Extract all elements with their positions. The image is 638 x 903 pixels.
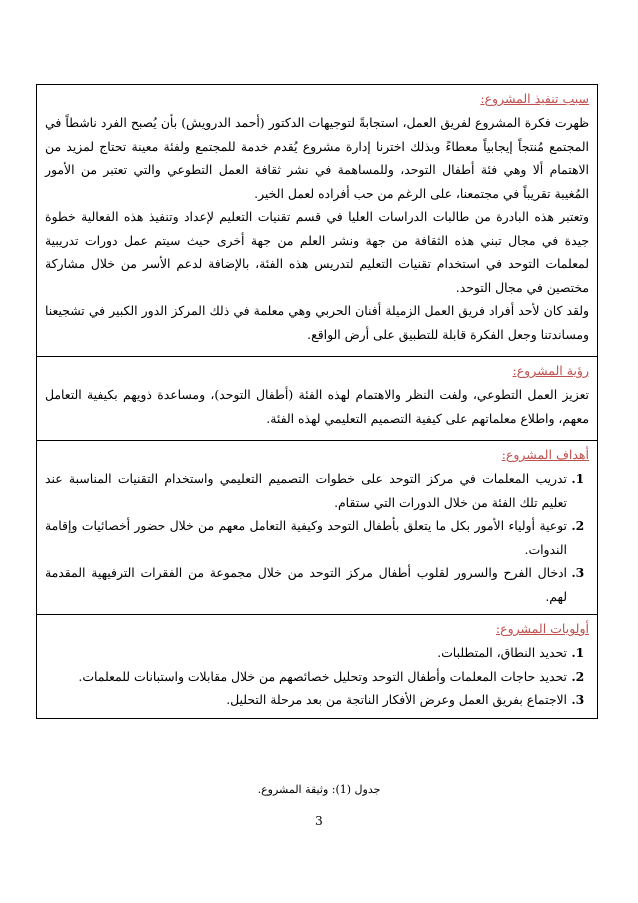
priority-item-3: 3. الاجتماع بفريق العمل وعرض الأفكار الناتجة من بعد مرحلة التحليل. [45,688,567,712]
project-document-table [36,84,598,719]
reason-row [37,85,598,357]
reason-cell [37,85,598,357]
reason-paragraph-1: ظهرت فكرة المشروع لفريق العمل، استجابةً لتوجيهات الدكتور (أحمد الدرويش) بأن يُصبح الفرد ناشطاً في المجتمع مُنتجاً إيجابياً معطاءً وبذلك اخترنا إدارة مشروع يُقدم خدمة للمجتمع ولفئة معينة تحتاج لمزيد من الاهتمام ألا وهي فئة أطفال التوحد، وللمساهمة في نشر ثقافة العمل التطوعي والتي تعتبر من الأمور المُغيبة تقريباً في مجتمعنا، على الرغم من حب أفراده لعمل الخير. [45,115,589,201]
priorities-heading: أولويات المشروع: [495,621,589,636]
reason-paragraph-3: ولقد كان لأحد أفراد فريق العمل الزميلة أفنان الحربي وهي معلمة في ذلك المركز الدور الكبير في تشجيعنا ومساندتنا وجعل الفكرة قابلة للتطبيق على أرض الواقع. [45,303,589,342]
priority-item-2: 2. تحديد حاجات المعلمات وأطفال التوحد وتحليل خصائصهم من خلال مقابلات واستبانات للمعلمات. [45,665,567,689]
goal-item-3: 3. ادخال الفرح والسرور لقلوب أطفال مركز التوحد من خلال مجموعة من الفقرات الترفيهية المقدمة لهم. [45,561,567,608]
goal-item-2: 2. توعية أولياء الأمور بكل ما يتعلق بأطفال التوحد وكيفية التعامل معهم من خلال حضور أخصائيات وإقامة الندوات. [45,514,567,561]
goals-cell [37,441,598,615]
goals-heading: أهداف المشروع: [501,447,589,462]
priorities-row [37,615,598,719]
reason-heading: سبب تنفيذ المشروع: [480,91,589,106]
reason-paragraph-2: وتعتبر هذه البادرة من طالبات الدراسات العليا في قسم تقنيات التعليم لإعداد وتنفيذ هذه الفعالية خطوة جيدة في مجال تبني هذه الثقافة من جهة ونشر العلم من جهة أخرى حيث سيتم عمل دورات تدريبية لمعلمات التوحد في استخدام تقنيات التعليم لتدريس هذه الفئة، بالإضافة لدعم الأسر من خلال مشاركة مختصين في مجال التوحد. [45,209,589,295]
priorities-cell [37,615,598,719]
goals-list [45,467,589,608]
vision-heading: رؤية المشروع: [512,363,589,378]
table-caption: جدول (1): وثيقة المشروع. [257,783,381,796]
goal-item-1: 1. تدريب المعلمات في مركز التوحد على خطوات التصميم التعليمي واستخدام التقنيات المناسبة عند تعليم تلك الفئة من خلال الدورات التي ستقام. [45,467,567,514]
vision-cell [37,357,598,441]
goals-row [37,441,598,615]
vision-paragraph: تعزيز العمل التطوعي، ولفت النظر والاهتمام لهذه الفئة (أطفال التوحد)، ومساعدة ذويهم بكيفية التعامل معهم، واطلاع معلماتهم على كيفية التصميم التعليمي لهذه الفئة. [45,387,589,426]
priority-item-1: 1. تحديد النطاق، المتطلبات. [45,641,567,665]
priorities-list [45,641,589,712]
page-number: 3 [315,814,323,828]
vision-row [37,357,598,441]
